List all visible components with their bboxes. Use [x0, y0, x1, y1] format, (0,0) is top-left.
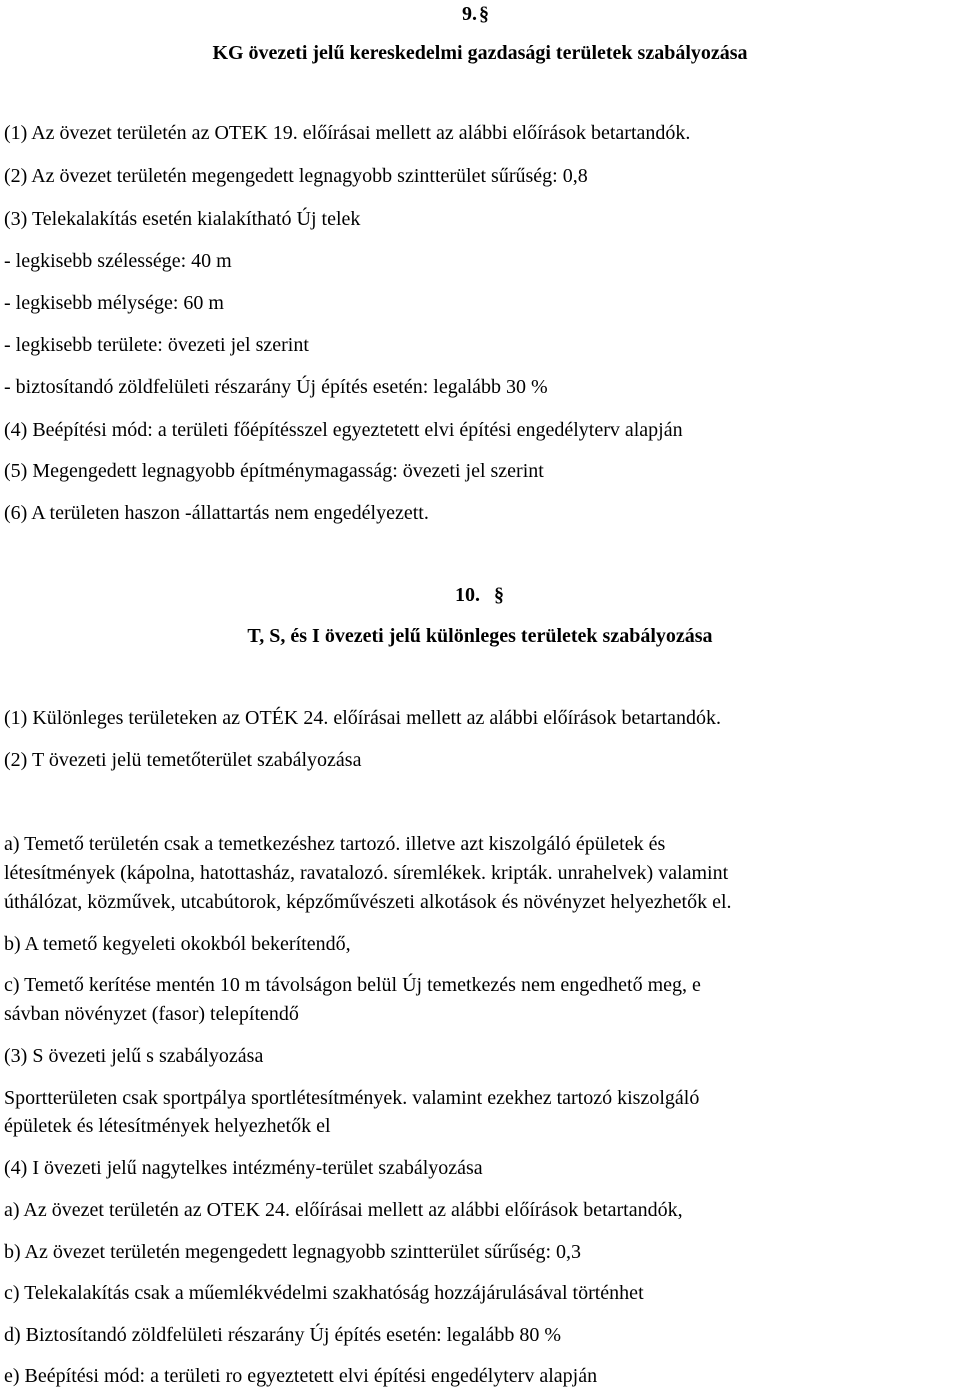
s9-line-9: (5) Megengedett legnagyobb építménymagasság: övezeti jel szerint — [4, 460, 544, 482]
s10-p3: (3) S övezeti jelű s szabályozása — [4, 1045, 264, 1067]
s9-line-3: (3) Telekalakítás esetén kialakítható Új telek — [4, 208, 361, 230]
s10-i-e: e) Beépítési mód: a területi ro egyeztetett elvi építési engedélyterv alapján — [4, 1365, 598, 1387]
s10-s-line-1: Sportterületen csak sportpálya sportlétesítmények. valamint ezekhez tartozó kiszolgáló — [4, 1087, 700, 1109]
s9-line-8: (4) Beépítési mód: a területi főépítésszel egyeztetett elvi építési engedélyterv alapján — [4, 419, 683, 441]
section-9-title: KG övezeti jelű kereskedelmi gazdasági területek szabályozása — [212, 42, 748, 64]
s10-i-d: d) Biztosítandó zöldfelületi részarány Új építés esetén: legalább 80 % — [4, 1324, 562, 1346]
s10-a-line-2: létesítmények (kápolna, hatottasház, ravatalozó. síremlékek. kripták. unrahelvek) valamint — [4, 862, 729, 884]
s9-line-7: - biztosítandó zöldfelületi részarány Új építés esetén: legalább 30 % — [4, 376, 548, 398]
s10-b: b) A temető kegyeleti okokból bekerítendő, — [4, 933, 351, 955]
s9-line-6: - legkisebb területe: övezeti jel szerint — [4, 334, 309, 356]
s9-line-2: (2) Az övezet területén megengedett legnagyobb szintterület sűrűség: 0,8 — [4, 165, 588, 187]
section-10-title: T, S, és I övezeti jelű különleges területek szabályozása — [247, 625, 713, 647]
s10-c-line-2: sávban növényzet (fasor) telepítendő — [4, 1003, 299, 1025]
section-10-number: 10. § — [455, 584, 504, 606]
s9-line-1: (1) Az övezet területén az OTEK 19. előírásai mellett az alábbi előírások betartandók. — [4, 122, 691, 144]
s10-i-b: b) Az övezet területén megengedett legnagyobb szintterület sűrűség: 0,3 — [4, 1241, 582, 1263]
s10-p1: (1) Különleges területeken az OTÉK 24. előírásai mellett az alábbi előírások betartandók. — [4, 707, 721, 729]
s9-line-10: (6) A területen haszon -állattartás nem engedélyezett. — [4, 502, 429, 524]
s10-p4: (4) I övezeti jelű nagytelkes intézmény-terület szabályozása — [4, 1157, 483, 1179]
s10-s-line-2: épületek és létesítmények helyezhetők el — [4, 1115, 331, 1137]
s9-line-5: - legkisebb mélysége: 60 m — [4, 292, 224, 314]
s10-a-line-1: a) Temető területén csak a temetkezéshez tartozó. illetve azt kiszolgáló épületek és — [4, 833, 666, 855]
s10-i-a: a) Az övezet területén az OTEK 24. előírásai mellett az alábbi előírások betartandók, — [4, 1199, 683, 1221]
s10-a-line-3: úthálózat, közművek, utcabútorok, képzőművészeti alkotások és növényzet helyezhetők el. — [4, 891, 732, 913]
section-9-number: 9. § — [462, 3, 489, 25]
s10-p2: (2) T övezeti jelü temetőterület szabályozása — [4, 749, 362, 771]
s10-c-line-1: c) Temető kerítése mentén 10 m távolságon belül Új temetkezés nem engedhető meg, e — [4, 974, 701, 996]
s10-i-c: c) Telekalakítás csak a műemlékvédelmi szakhatóság hozzájárulásával történhet — [4, 1282, 644, 1304]
s9-line-4: - legkisebb szélessége: 40 m — [4, 250, 232, 272]
